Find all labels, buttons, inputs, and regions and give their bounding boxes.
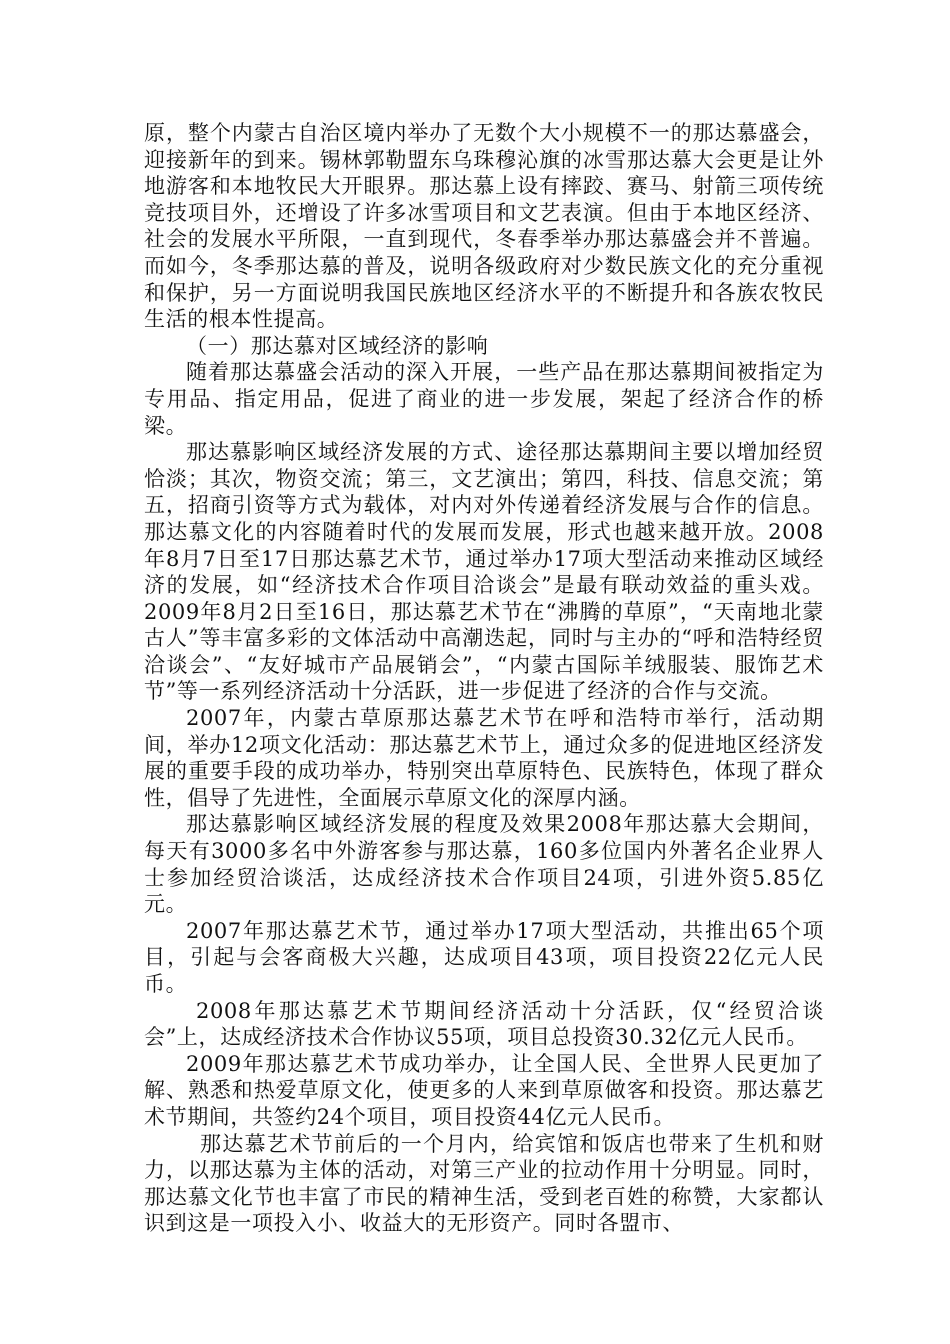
- paragraph: 随着那达慕盛会活动的深入开展，一些产品在那达慕期间被指定为专用品、指定用品，促进了商业的进一步发展，架起了经济合作的桥梁。: [144, 360, 824, 438]
- paragraph: 那达慕影响区域经济发展的方式、途径那达慕期间主要以增加经贸恰淡；其次，物资交流；第三，文艺演出；第四，科技、信息交流；第五，招商引资等方式为载体，对内对外传递着经济发展与合作的信息。那达慕文化的内容随着时代的发展而发展，形式也越来越开放。2008年8月7日至17日那达慕艺术节，通过举办17项大型活动来推动区域经济的发展，如“经济技术合作项目洽谈会”是最有联动效益的重头戏。2009年8月2日至16日，那达慕艺术节在“沸腾的草原”，“天南地北蒙古人”等丰富多彩的文体活动中高潮迭起，同时与主办的“呼和浩特经贸洽谈会”、“友好城市产品展销会”，“内蒙古国际羊绒服装、服饰艺术节”等一系列经济活动十分活跃，进一步促进了经济的合作与交流。: [144, 440, 824, 704]
- paragraph: 那达慕影响区域经济发展的程度及效果2008年那达慕大会期间，每天有3000多名中外游客参与那达慕，160多位国内外著名企业界人士参加经贸洽谈活，达成经济技术合作项目24项，引进外资5.85亿元。: [144, 812, 824, 917]
- section-heading: （一）那达慕对区域经济的影响: [186, 333, 489, 358]
- paragraph-continuation: 原，整个内蒙古自治区境内举办了无数个大小规模不一的那达慕盛会，迎接新年的到来。锡林郭勒盟东乌珠穆沁旗的冰雪那达慕大会更是让外地游客和本地牧民大开眼界。那达慕上设有摔跤、赛马、射箭三项传统竞技项目外，还增设了许多冰雪项目和文艺表演。但由于本地区经济、社会的发展水平所限，一直到现代，冬春季举办那达慕盛会并不普遍。而如今，冬季那达慕的普及，说明各级政府对少数民族文化的充分重视和保护，另一方面说明我国民族地区经济水平的不断提升和各族农牧民生活的根本性提高。: [144, 121, 824, 332]
- paragraph: 2007年，内蒙古草原那达慕艺术节在呼和浩特市举行，活动期间，举办12项文化活动：那达慕艺术节上，通过众多的促进地区经济发展的重要手段的成功举办，特别突出草原特色、民族特色，体现了群众性，倡导了先进性，全面展示草原文化的深厚内涵。: [144, 706, 824, 810]
- paragraph: 2008年那达慕艺术节期间经济活动十分活跃，仅“经贸洽谈会”上，达成经济技术合作协议55项，项目总投资30.32亿元人民币。: [144, 998, 824, 1050]
- paragraph: 2007年那达慕艺术节，通过举办17项大型活动，共推出65个项目，引起与会客商极大兴趣，达成项目43项，项目投资22亿元人民币。: [144, 918, 824, 996]
- document-body: [144, 120, 824, 1237]
- paragraph: 那达慕艺术节前后的一个月内，给宾馆和饭店也带来了生机和财力，以那达慕为主体的活动，对第三产业的拉动作用十分明显。同时，那达慕文化节也丰富了市民的精神生活，受到老百姓的称赞，大家都认识到这是一项投入小、收益大的无形资产。同时各盟市、: [144, 1131, 824, 1236]
- paragraph: 2009年那达慕艺术节成功举办，让全国人民、全世界人民更加了解、熟悉和热爱草原文化，使更多的人来到草原做客和投资。那达慕艺术节期间，共签约24个项目，项目投资44亿元人民币。: [144, 1051, 824, 1129]
